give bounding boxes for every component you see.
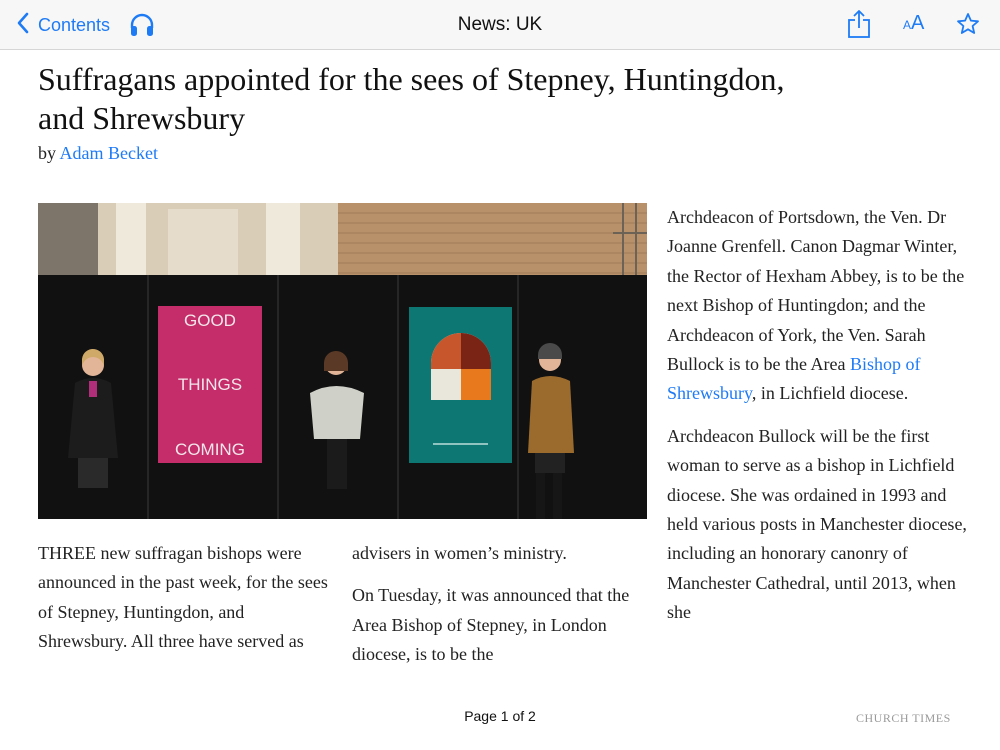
back-button-label: Contents: [38, 14, 111, 35]
paragraph-text: , in Lichfield diocese.: [751, 383, 909, 404]
star-icon[interactable]: [956, 12, 980, 36]
text-size-button[interactable]: [903, 12, 924, 38]
article-column-3: [667, 203, 967, 641]
text-size-large-label: A: [911, 12, 925, 34]
page-indicator: Page 1 of 2: [464, 708, 536, 724]
paragraph-text: Archdeacon of Portsdown, the Ven. Dr Joanne Grenfell. Canon Dagmar Winter, the Rector of Hexham Abbey, is to be the next Bishop of Huntingdon; and the Archdeacon of York, the Ven. Sarah Bullock is to be the Area: [667, 207, 965, 375]
chevron-left-icon: [16, 12, 30, 39]
paragraph: THREE new suffragan bishops were announced in the past week, for the sees of Stepney, Huntingdon, and Shrewsbury. All three have served as: [38, 543, 328, 652]
paragraph: advisers in women’s ministry.: [352, 543, 567, 563]
byline: [38, 143, 158, 164]
paragraph: [667, 203, 967, 409]
article-headline: Suffragans appointed for the sees of Stepney, Huntingdon, and Shrewsbury: [38, 61, 785, 136]
paragraph: On Tuesday, it was announced that the Area Bishop of Stepney, in London diocese, is to be the: [352, 585, 630, 665]
publication-brand: CHURCH TIMES: [856, 711, 951, 725]
share-icon[interactable]: [846, 9, 872, 39]
paragraph: Archdeacon Bullock will be the first woman to serve as a bishop in Lichfield diocese. She was ordained in 1993 and held various posts in Manchester diocese, including an honorary canonry of Manchester Cathedral, until 2013, when she: [667, 425, 967, 623]
navigation-bar: [0, 0, 1000, 50]
text-size-small-label: A: [903, 18, 912, 32]
article-column-1: [38, 539, 333, 670]
article-column-2: [352, 539, 647, 683]
author-link[interactable]: Adam Becket: [59, 143, 158, 163]
headphones-icon[interactable]: [128, 11, 156, 39]
byline-prefix: by: [38, 143, 56, 163]
nav-title: News: UK: [457, 14, 543, 35]
poster-line-3: COMING: [175, 440, 245, 459]
article-photo: [38, 203, 647, 519]
poster-line-1: GOOD: [184, 311, 236, 330]
bishop-of-shrewsbury-link[interactable]: Bishop of Shrewsbury: [667, 354, 921, 404]
back-button[interactable]: [16, 10, 110, 40]
poster-line-2: THINGS: [177, 375, 243, 394]
